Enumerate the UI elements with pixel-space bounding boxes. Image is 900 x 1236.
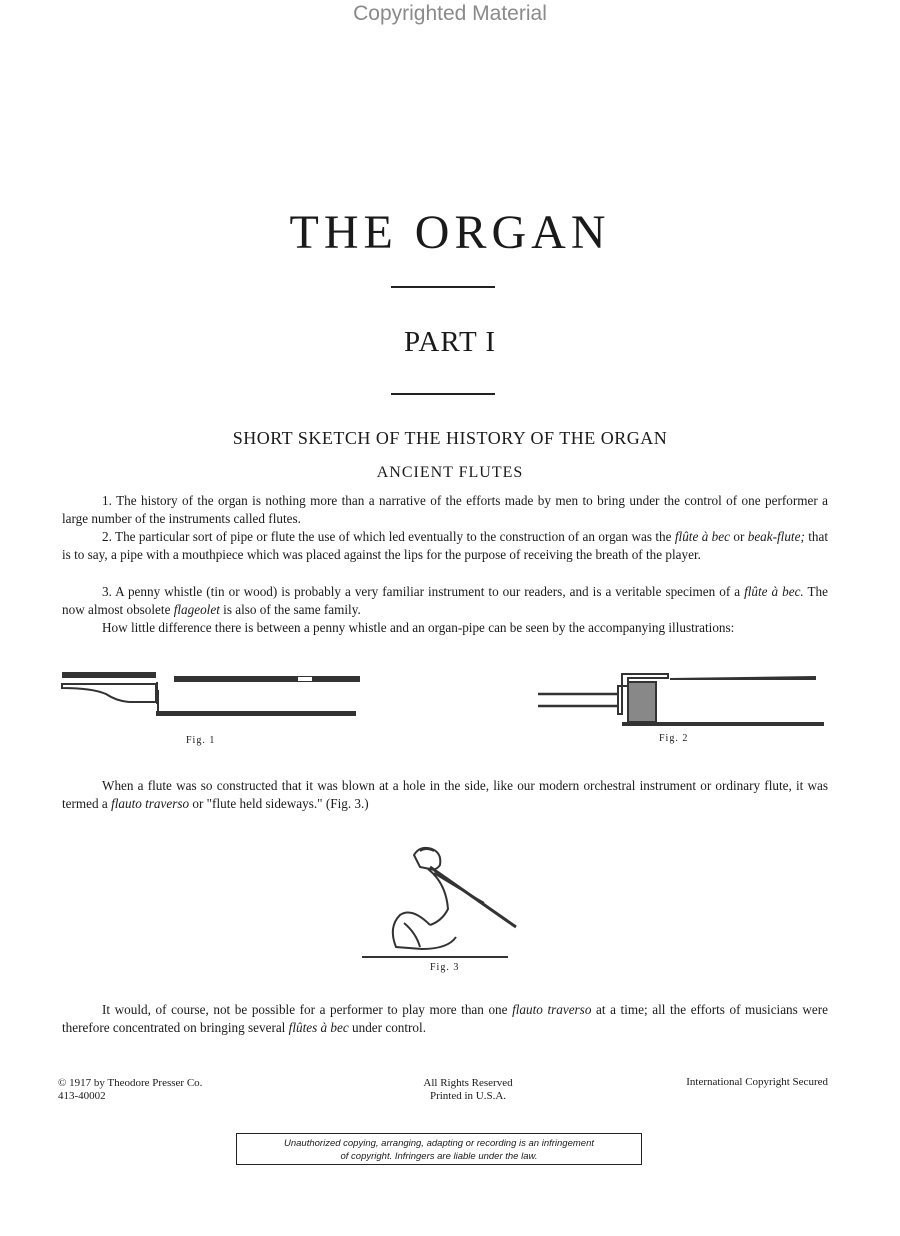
paragraph-4 bbox=[62, 619, 828, 637]
whistle-mouthpiece-top bbox=[62, 672, 156, 678]
figure-3-caption: Fig. 3 bbox=[430, 962, 460, 973]
player-knee bbox=[404, 923, 420, 947]
watermark: Copyrighted Material bbox=[353, 2, 547, 25]
warning-line-1: Unauthorized copying, arranging, adapting or recording is an infringement bbox=[284, 1138, 594, 1149]
paragraph-2-text-e: that is to say, a pipe with a mouthpiece which was placed against the lips for the purpose of receiving the breath of the player. bbox=[62, 529, 828, 562]
pipe-body-top bbox=[670, 676, 816, 680]
subsection-heading: ANCIENT FLUTES bbox=[376, 464, 524, 481]
paragraph-6-text-e: under control. bbox=[348, 1019, 426, 1035]
footer-center bbox=[360, 1077, 576, 1103]
paragraph-1-text: 1. The history of the organ is nothing more than a narrative of the efforts made by men to bring under the control of one performer a large number of the instruments called flutes. bbox=[62, 493, 828, 526]
paragraph-2-text-a: 2. The particular sort of pipe or flute the use of which led eventually to the construction of an organ was the bbox=[102, 529, 675, 544]
figure-1-caption: Fig. 1 bbox=[186, 735, 216, 746]
pipe-block bbox=[628, 682, 656, 722]
paragraph-3-text-e: is also of the same family. bbox=[219, 601, 361, 617]
paragraph-3-term-a: flûte à bec. bbox=[744, 584, 804, 599]
whistle-tube-bottom bbox=[156, 711, 356, 716]
paragraph-5 bbox=[62, 777, 828, 812]
paragraph-6-term-b: flûtes à bec bbox=[288, 1019, 349, 1035]
figure-2-caption: Fig. 2 bbox=[659, 733, 689, 744]
paragraph-2-text-c: or bbox=[729, 529, 748, 544]
paragraph-5-text-c: or "flute held sideways." (Fig. 3.) bbox=[189, 795, 369, 811]
paragraph-5-term: flauto traverso bbox=[111, 795, 190, 811]
footer-left bbox=[58, 1077, 202, 1103]
copyright-warning-box bbox=[236, 1133, 642, 1165]
paragraph-6 bbox=[62, 1001, 828, 1036]
player-leg bbox=[393, 913, 456, 949]
whistle-hole bbox=[298, 677, 312, 681]
paragraph-2 bbox=[62, 528, 828, 563]
paragraph-1 bbox=[62, 492, 828, 527]
page-title: THE ORGAN bbox=[289, 206, 611, 259]
footer-right: International Copyright Secured bbox=[686, 1076, 828, 1088]
paragraph-2-term-b: beak-flute; bbox=[747, 529, 805, 544]
paragraph-6-term-a: flauto traverso bbox=[512, 1002, 592, 1017]
paragraph-6-text-c: at a time; all the efforts of musicians were therefore concentrated on bringing several bbox=[62, 1002, 828, 1035]
printed-in: Printed in U.S.A. bbox=[429, 1090, 507, 1102]
paragraph-2-term-a: flûte à bec bbox=[674, 529, 730, 544]
paragraph-3-text-c: The now almost obsolete bbox=[62, 584, 829, 617]
whistle-beak bbox=[62, 684, 156, 702]
paragraph-3-text-a: 3. A penny whistle (tin or wood) is probably a very familiar instrument to our readers, and is a veritable specimen of a bbox=[102, 584, 745, 599]
figure-1-drawing bbox=[62, 668, 362, 728]
paragraph-4-text: How little difference there is between a penny whistle and an organ-pipe can be seen by the accompanying illustrations: bbox=[102, 620, 735, 635]
player-hair bbox=[420, 849, 434, 851]
paragraph-3 bbox=[62, 583, 828, 618]
player-head bbox=[414, 848, 440, 870]
paragraph-6-text-a: It would, of course, not be possible for a performer to play more than one bbox=[102, 1002, 513, 1017]
rights-reserved: All Rights Reserved bbox=[423, 1077, 513, 1089]
warning-line-2: of copyright. Infringers are liable under the law. bbox=[340, 1151, 538, 1162]
paragraph-3-term-b: flageolet bbox=[173, 601, 220, 617]
section-heading: SHORT SKETCH OF THE HISTORY OF THE ORGAN bbox=[232, 428, 668, 448]
part-heading: PART I bbox=[403, 326, 497, 358]
title-divider bbox=[391, 286, 495, 288]
figure-3-drawing bbox=[360, 843, 520, 963]
catalog-number: 413-40002 bbox=[58, 1090, 106, 1102]
paragraph-5-text-a: When a flute was so constructed that it was blown at a hole in the side, like our modern orchestral instrument or ordinary flute, it was termed a bbox=[62, 778, 828, 811]
copyright-notice: © 1917 by Theodore Presser Co. bbox=[58, 1077, 203, 1089]
part-divider bbox=[391, 393, 495, 395]
whistle-tube-top bbox=[174, 676, 360, 682]
figure-2-drawing bbox=[538, 664, 828, 728]
